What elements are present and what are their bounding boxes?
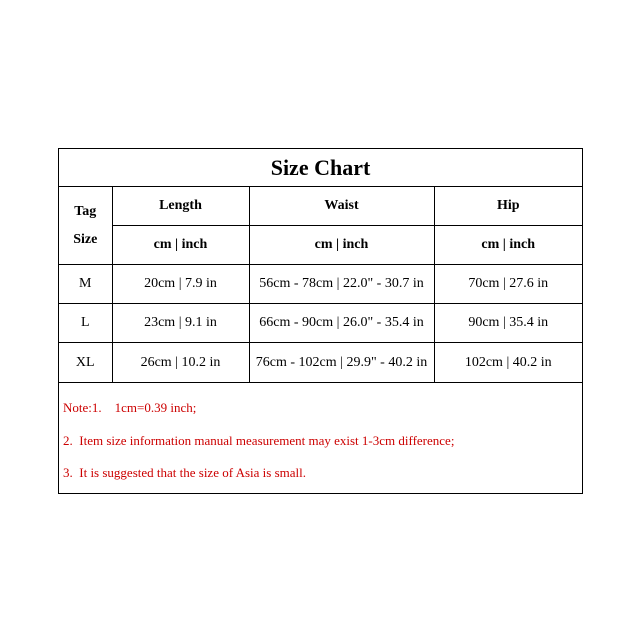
note-1: Note:1. 1cm=0.39 inch;: [63, 400, 197, 415]
length-unit: cm | inch: [112, 226, 249, 265]
hip-cell: 70cm | 27.6 in: [434, 265, 582, 304]
unit-row: [59, 226, 582, 265]
size-cell: M: [59, 265, 112, 304]
size-table: [59, 187, 582, 383]
note-3: 3. It is suggested that the size of Asia is small.: [63, 465, 306, 480]
size-label: Size: [73, 231, 98, 247]
waist-cell: 66cm - 90cm | 26.0" - 35.4 in: [249, 304, 434, 343]
waist-unit: cm | inch: [249, 226, 434, 265]
size-chart: [58, 148, 583, 494]
size-cell: XL: [59, 343, 112, 383]
size-cell: L: [59, 304, 112, 343]
tag-size-header: [59, 187, 112, 265]
length-cell: 26cm | 10.2 in: [112, 343, 249, 383]
waist-header: Waist: [249, 187, 434, 226]
header-row: [59, 187, 582, 226]
chart-title: Size Chart: [59, 149, 582, 187]
hip-cell: 102cm | 40.2 in: [434, 343, 582, 383]
hip-cell: 90cm | 35.4 in: [434, 304, 582, 343]
tag-label: Tag: [74, 203, 97, 219]
length-cell: 23cm | 9.1 in: [112, 304, 249, 343]
hip-header: Hip: [434, 187, 582, 226]
waist-cell: 56cm - 78cm | 22.0" - 30.7 in: [249, 265, 434, 304]
table-row: [59, 304, 582, 343]
length-cell: 20cm | 7.9 in: [112, 265, 249, 304]
length-header: Length: [112, 187, 249, 226]
table-row: [59, 265, 582, 304]
note-2: 2. Item size information manual measurement may exist 1-3cm difference;: [63, 433, 455, 448]
table-row: [59, 343, 582, 383]
notes-section: [59, 385, 582, 493]
hip-unit: cm | inch: [434, 226, 582, 265]
waist-cell: 76cm - 102cm | 29.9" - 40.2 in: [249, 343, 434, 383]
